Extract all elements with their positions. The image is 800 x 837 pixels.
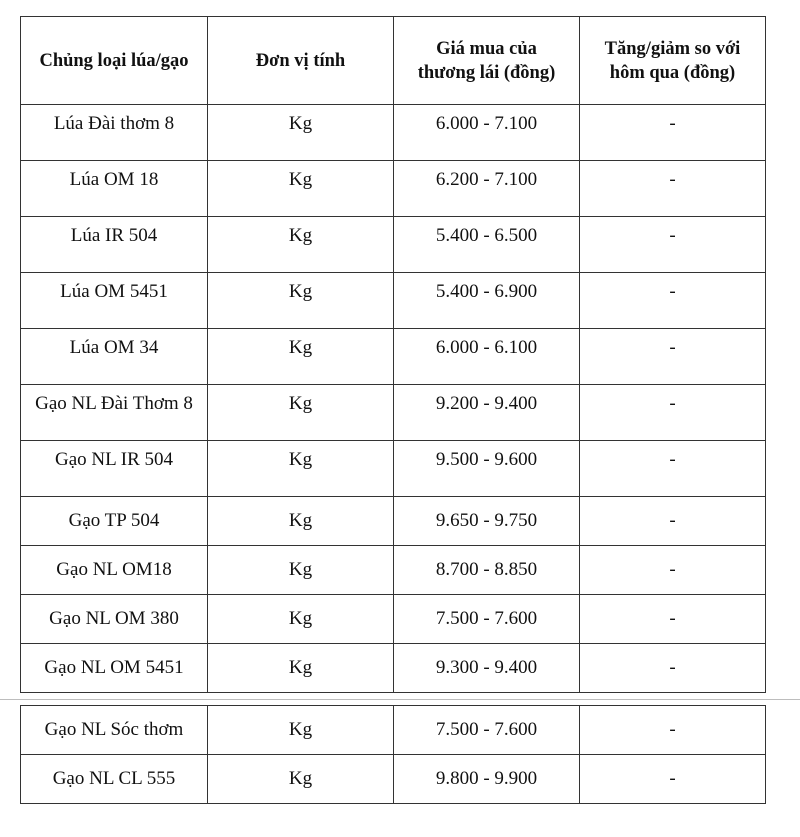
cell-variety: Gạo NL IR 504: [21, 441, 208, 497]
header-price: Giá mua của thương lái (đồng): [394, 17, 580, 105]
cell-unit: Kg: [208, 161, 394, 217]
cell-unit: Kg: [208, 644, 394, 693]
cell-change: -: [580, 755, 766, 804]
cell-unit: Kg: [208, 595, 394, 644]
cell-unit: Kg: [208, 497, 394, 546]
cell-price: 9.200 - 9.400: [394, 385, 580, 441]
table-row: [21, 441, 766, 497]
cell-change: -: [580, 273, 766, 329]
price-table-continued: [20, 705, 766, 804]
table-header-row: [21, 17, 766, 105]
cell-change: -: [580, 385, 766, 441]
table-row: [21, 161, 766, 217]
cell-variety: Lúa OM 34: [21, 329, 208, 385]
cell-change: -: [580, 497, 766, 546]
table-row: [21, 644, 766, 693]
cell-price: 9.500 - 9.600: [394, 441, 580, 497]
header-unit: Đơn vị tính: [208, 17, 394, 105]
cell-variety: Gạo TP 504: [21, 497, 208, 546]
cell-price: 9.300 - 9.400: [394, 644, 580, 693]
cell-change: -: [580, 329, 766, 385]
cell-unit: Kg: [208, 329, 394, 385]
cell-price: 6.000 - 7.100: [394, 105, 580, 161]
cell-variety: Gạo NL Đài Thơm 8: [21, 385, 208, 441]
header-variety: Chủng loại lúa/gạo: [21, 17, 208, 105]
cell-variety: Lúa OM 5451: [21, 273, 208, 329]
cell-price: 5.400 - 6.900: [394, 273, 580, 329]
cell-unit: Kg: [208, 217, 394, 273]
cell-change: -: [580, 105, 766, 161]
cell-price: 8.700 - 8.850: [394, 546, 580, 595]
table-row: [21, 217, 766, 273]
table-row: [21, 595, 766, 644]
cell-variety: Lúa Đài thơm 8: [21, 105, 208, 161]
cell-variety: Gạo NL OM 380: [21, 595, 208, 644]
table-separator-line: [0, 699, 800, 700]
cell-variety: Gạo NL OM 5451: [21, 644, 208, 693]
cell-change: -: [580, 644, 766, 693]
table-row: [21, 329, 766, 385]
table-row: [21, 755, 766, 804]
cell-variety: Gạo NL Sóc thơm: [21, 706, 208, 755]
cell-change: -: [580, 546, 766, 595]
cell-variety: Gạo NL OM18: [21, 546, 208, 595]
table-row: [21, 546, 766, 595]
cell-unit: Kg: [208, 441, 394, 497]
table-row: [21, 273, 766, 329]
cell-change: -: [580, 217, 766, 273]
table-row: [21, 706, 766, 755]
cell-variety: Lúa OM 18: [21, 161, 208, 217]
cell-unit: Kg: [208, 755, 394, 804]
table-row: [21, 385, 766, 441]
cell-unit: Kg: [208, 706, 394, 755]
price-table: [20, 16, 766, 693]
table-row: [21, 105, 766, 161]
cell-variety: Lúa IR 504: [21, 217, 208, 273]
table-row: [21, 497, 766, 546]
cell-unit: Kg: [208, 273, 394, 329]
cell-price: 7.500 - 7.600: [394, 706, 580, 755]
cell-price: 6.200 - 7.100: [394, 161, 580, 217]
cell-unit: Kg: [208, 546, 394, 595]
cell-change: -: [580, 706, 766, 755]
cell-unit: Kg: [208, 385, 394, 441]
cell-change: -: [580, 441, 766, 497]
cell-change: -: [580, 161, 766, 217]
cell-price: 5.400 - 6.500: [394, 217, 580, 273]
cell-price: 6.000 - 6.100: [394, 329, 580, 385]
cell-price: 9.650 - 9.750: [394, 497, 580, 546]
cell-unit: Kg: [208, 105, 394, 161]
header-change: Tăng/giảm so với hôm qua (đồng): [580, 17, 766, 105]
cell-variety: Gạo NL CL 555: [21, 755, 208, 804]
cell-price: 9.800 - 9.900: [394, 755, 580, 804]
cell-change: -: [580, 595, 766, 644]
cell-price: 7.500 - 7.600: [394, 595, 580, 644]
